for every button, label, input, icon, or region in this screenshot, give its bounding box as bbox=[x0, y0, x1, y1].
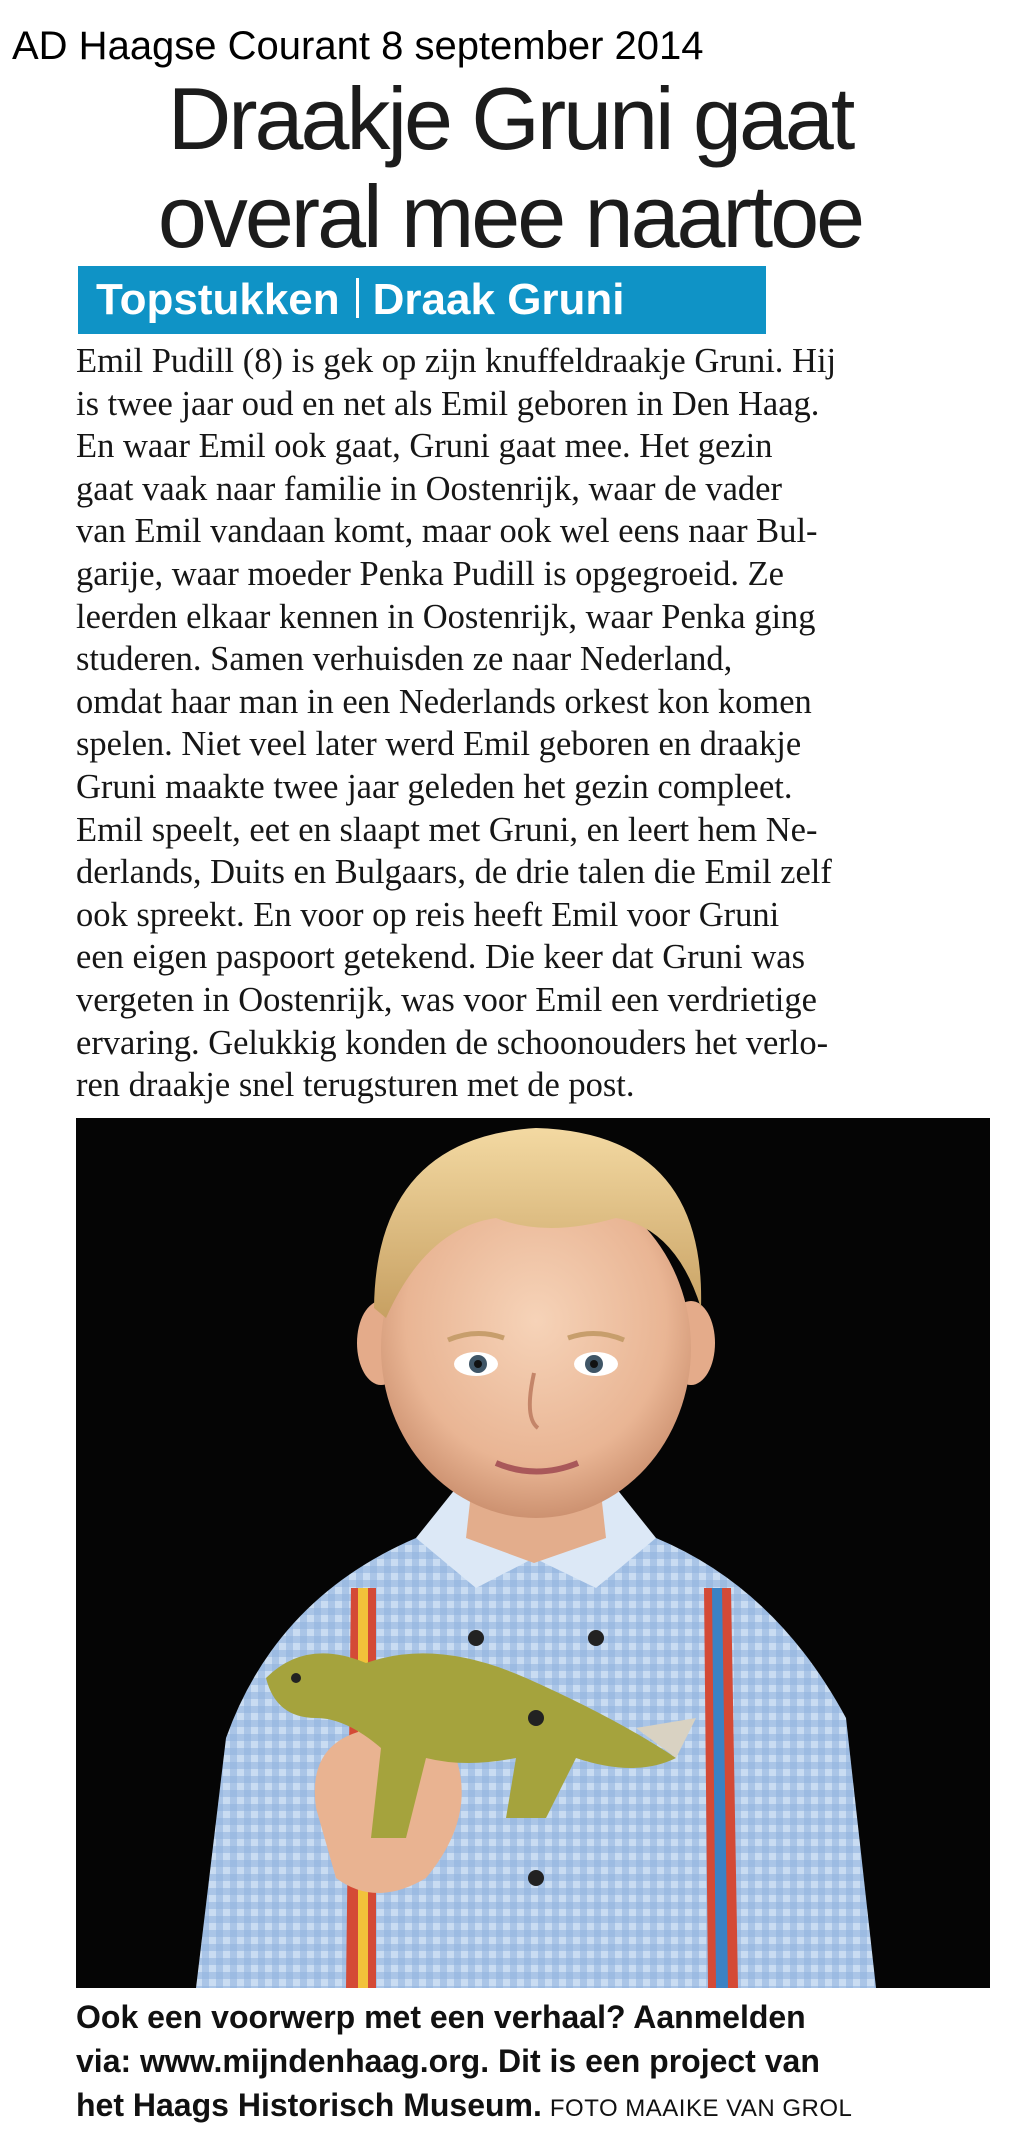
article-body bbox=[76, 340, 996, 1107]
article-line: is twee jaar oud en net als Emil geboren in Den Haag. bbox=[76, 384, 820, 423]
banner-topic: Draak Gruni bbox=[372, 275, 625, 324]
article-line: garije, waar moeder Penka Pudill is opgegroeid. Ze bbox=[76, 554, 784, 593]
article-line: vergeten in Oostenrijk, was voor Emil een verdrietige bbox=[76, 980, 817, 1019]
article-line: ren draakje snel terugsturen met de post. bbox=[76, 1066, 635, 1105]
article-line: Gruni maakte twee jaar geleden het gezin compleet. bbox=[76, 767, 793, 806]
article-line: ook spreekt. En voor op reis heeft Emil voor Gruni bbox=[76, 895, 780, 934]
article-line: omdat haar man in een Nederlands orkest kon komen bbox=[76, 682, 812, 721]
article-line: van Emil vandaan komt, maar ook wel eens naar Bul- bbox=[76, 512, 818, 551]
caption-line-text: het Haags Historisch Museum. bbox=[76, 2087, 542, 2123]
photo-credit: FOTO MAAIKE VAN GROL bbox=[549, 2095, 853, 2122]
article-line: een eigen paspoort getekend. Die keer dat Gruni was bbox=[76, 938, 806, 977]
article-line: studeren. Samen verhuisden ze naar Nederland, bbox=[76, 640, 733, 679]
banner-section: Topstukken bbox=[96, 275, 340, 324]
banner-divider bbox=[356, 278, 359, 318]
article-line: ervaring. Gelukkig konden de schoonouders het verlo- bbox=[76, 1023, 829, 1062]
headline bbox=[60, 70, 960, 266]
headline-line: overal mee naartoe bbox=[157, 167, 863, 266]
article-line: leerden elkaar kennen in Oostenrijk, waar Penka ging bbox=[76, 597, 816, 636]
article-line: gaat vaak naar familie in Oostenrijk, waar de vader bbox=[76, 469, 782, 508]
article-line: derlands, Duits en Bulgaars, de drie talen die Emil zelf bbox=[76, 853, 832, 892]
boy-with-dragon-photo bbox=[76, 1118, 990, 1988]
caption-line bbox=[76, 2083, 1006, 2131]
article-line: En waar Emil ook gaat, Gruni gaat mee. Het gezin bbox=[76, 427, 773, 466]
headline-line: Draakje Gruni gaat bbox=[167, 69, 853, 168]
article-line: spelen. Niet veel later werd Emil geboren en draakje bbox=[76, 725, 802, 764]
source-line: AD Haagse Courant 8 september 2014 bbox=[12, 24, 704, 68]
photo-caption bbox=[76, 1995, 1006, 2131]
article-line: Emil speelt, eet en slaapt met Gruni, en leert hem Ne- bbox=[76, 810, 818, 849]
article-line: Emil Pudill (8) is gek op zijn knuffeldraakje Gruni. Hij bbox=[76, 342, 837, 380]
caption-line: via: www.mijndenhaag.org. Dit is een project van bbox=[76, 2043, 820, 2079]
caption-line: Ook een voorwerp met een verhaal? Aanmelden bbox=[76, 1999, 806, 2035]
article-photo bbox=[76, 1118, 990, 1988]
section-banner bbox=[78, 266, 766, 334]
